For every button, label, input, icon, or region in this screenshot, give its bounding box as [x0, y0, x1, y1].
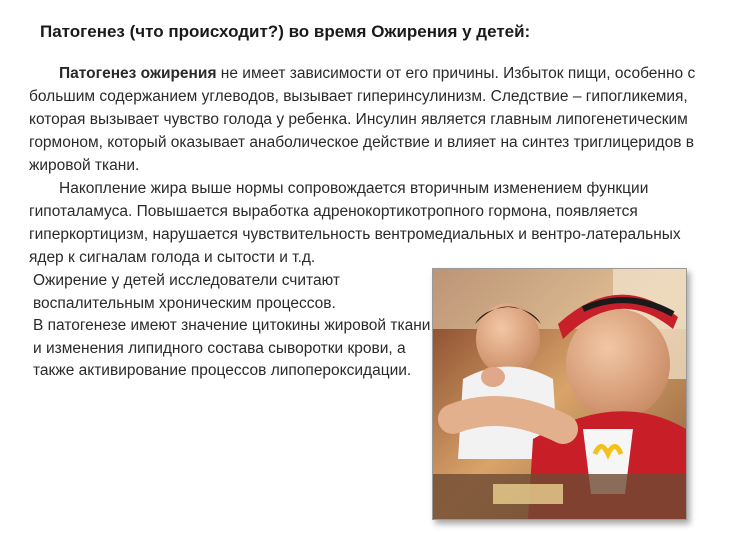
photo-illustration — [433, 269, 686, 519]
side-text-block — [33, 270, 433, 383]
children-eating-fastfood-photo — [432, 268, 687, 520]
paragraph-lead: Патогенез ожирения — [59, 65, 217, 82]
main-text-block — [29, 62, 709, 269]
paragraph-fat-accumulation: Накопление жира выше нормы сопровождается вторичным изменением функции гипоталамуса. Повышается выработка адренокортикотропного гормона, появляется гиперкортицизм, нарушается чувствительность вентромедиальных и вентро-латеральных ядер к сигналам голода и сытости и т.д. — [29, 180, 681, 266]
paragraph-pathogenesis — [29, 62, 709, 177]
page-title: Патогенез (что происходит?) во время Ожирения у детей: — [40, 22, 531, 41]
side-paragraph-inflammation: Ожирение у детей исследователи считают воспалительным хроническим процессов. — [33, 272, 340, 312]
paragraph-body: не имеет зависимости от его причины. Избыток пищи, особенно с большим содержанием углеводов, вызывает гиперинсулинизм. Следствие – гипогликемия, которая вызывает чувство голода у ребенка. Инсулин является главным липогенетическим гормоном, который оказывает анаболическое действие и влияет на синтез триглицеридов в жировой ткани. — [29, 65, 696, 174]
side-paragraph-cytokines: В патогенезе имеют значение цитокины жировой ткани и изменения липидного состава сыворотки крови, а также активирование процессов липопероксидации. — [33, 317, 431, 379]
